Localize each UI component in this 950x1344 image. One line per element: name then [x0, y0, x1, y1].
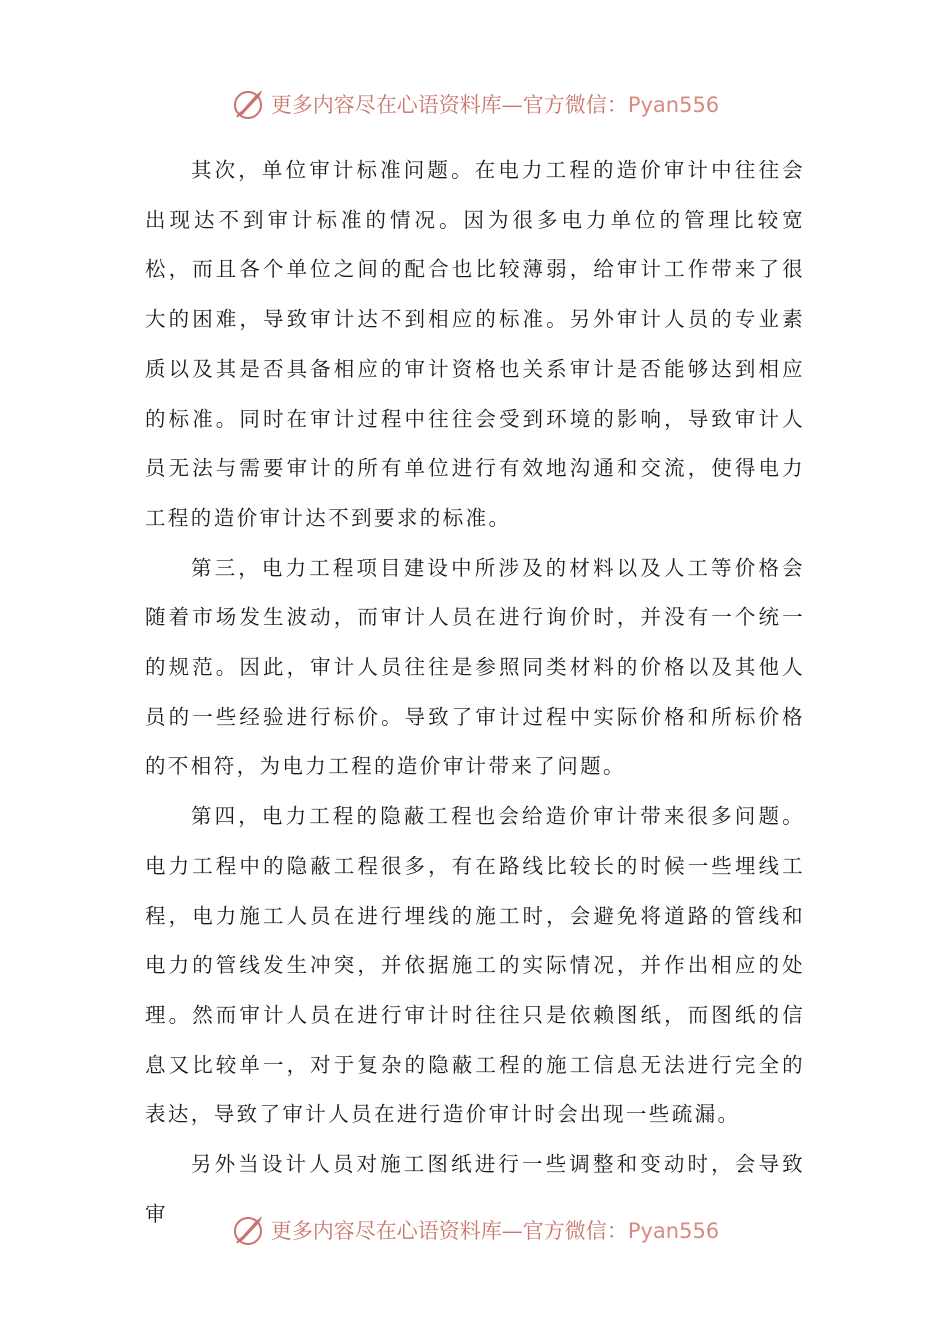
paragraph-4: 另外当设计人员对施工图纸进行一些调整和变动时，会导致审	[145, 1152, 805, 1226]
footer-banner	[0, 1210, 950, 1250]
wechat-handle: Pyan556	[627, 1219, 720, 1243]
footer-banner-text: 更多内容尽在心语资料库—官方微信：Pyan556	[270, 1219, 720, 1243]
paragraph-3: 第四，电力工程的隐蔽工程也会给造价审计带来很多问题。电力工程中的隐蔽工程很多，有在路线比较长的时候一些埋线工程，电力施工人员在进行埋线的施工时，会避免将道路的管线和电力的管线发生冲突，并依据施工的实际情况，并作出相应的处理。然而审计人员在进行审计时往往只是依赖图纸，而图纸的信息又比较单一，对于复杂的隐蔽工程的施工信息无法进行完全的表达，导致了审计人员在进行造价审计时会出现一些疏漏。	[145, 804, 805, 1127]
header-banner	[0, 84, 950, 124]
document-body	[145, 146, 805, 1239]
paragraph-1: 其次，单位审计标准问题。在电力工程的造价审计中往往会出现达不到审计标准的情况。因为很多电力单位的管理比较宽松，而且各个单位之间的配合也比较薄弱，给审计工作带来了很大的困难，导致审计达不到相应的标准。另外审计人员的专业素质以及其是否具备相应的审计资格也关系审计是否能够达到相应的标准。同时在审计过程中往往会受到环境的影响，导致审计人员无法与需要审计的所有单位进行有效地沟通和交流，使得电力工程的造价审计达不到要求的标准。	[145, 158, 805, 530]
header-banner-text: 更多内容尽在心语资料库—官方微信：Pyan556	[270, 93, 720, 117]
paragraph-2: 第三，电力工程项目建设中所涉及的材料以及人工等价格会随着市场发生波动，而审计人员在进行询价时，并没有一个统一的规范。因此，审计人员往往是参照同类材料的价格以及其他人员的一些经验进行标价。导致了审计过程中实际价格和所标价格的不相符，为电力工程的造价审计带来了问题。	[145, 555, 805, 779]
quill-pen-logo-icon	[231, 87, 265, 121]
wechat-handle: Pyan556	[627, 93, 720, 117]
quill-pen-logo-icon	[231, 1213, 265, 1247]
